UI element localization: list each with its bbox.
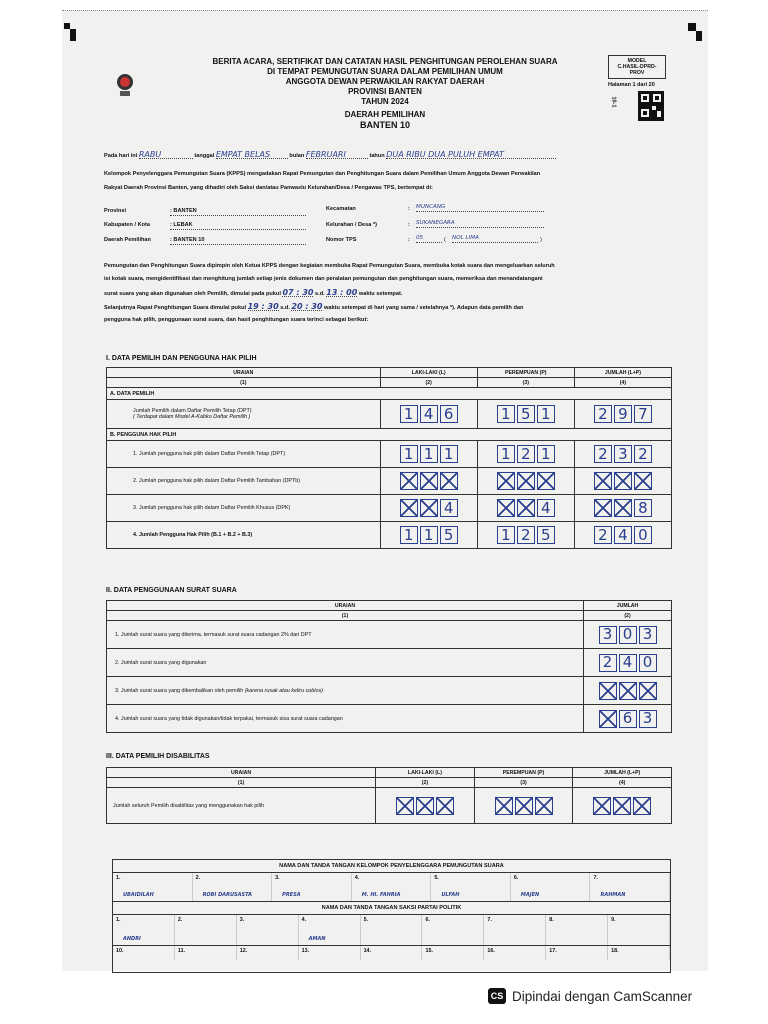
s2-r2-value [587, 654, 668, 672]
digit-box: 1 [497, 445, 515, 463]
s1-b3-laki [384, 499, 474, 517]
s3-col-perempuan: PEREMPUAN (P) [474, 768, 573, 778]
digit-box: 1 [497, 526, 515, 544]
digit-box [400, 472, 418, 490]
tps-colon: : [408, 237, 410, 243]
signature-cell [590, 873, 670, 901]
camscanner-text: Dipindai dengan CamScanner [512, 988, 693, 1004]
s1-b1-label: 1. Jumlah pengguna hak pilih dalam Daftar Pemilih Tetap (DPT) [107, 441, 381, 468]
signature-cell [299, 946, 361, 960]
signature-number: 5. [434, 875, 439, 881]
s2-r4-label: 4. Jumlah surat suara yang tidak digunakan/tidak terpakai, termasuk sisa surat suara cadangan [107, 705, 584, 733]
digit-box [495, 797, 513, 815]
s2-r2-label: 2. Jumlah surat suara yang digunakan [107, 649, 584, 677]
section-3-title: III. DATA PEMILIH DISABILITAS [106, 753, 210, 760]
signature-cell [175, 915, 237, 945]
s1-b4-jumlah [578, 526, 668, 544]
paragraph-4 [104, 303, 523, 312]
digit-box [594, 472, 612, 490]
camscanner-footer [488, 988, 692, 1004]
s2-num-2: (2) [584, 611, 672, 621]
bulan-label: bulan [289, 153, 305, 159]
signature-number: 10. [116, 948, 124, 954]
s2-r3-value [587, 682, 668, 700]
s3-jumlah [576, 797, 668, 815]
digit-box: 1 [420, 445, 438, 463]
digit-box [440, 472, 458, 490]
tps-paren-close: ) [540, 237, 542, 243]
s3-r1-label: Jumlah seluruh Pemilih disabilitas yang menggunakan hak pilih [107, 788, 376, 824]
p3-sd: s.d. [315, 291, 325, 297]
kabupaten-value: : LEBAK [170, 222, 306, 230]
p4-text-end: waktu setempat di hari yang sama / setelahnya *). Adapun data pemilih dan [324, 305, 524, 311]
signature-cell [422, 915, 484, 945]
digit-box: 6 [440, 405, 458, 423]
signature-number: 12. [239, 948, 248, 954]
s1-num-4: (4) [574, 378, 671, 388]
digit-box [420, 472, 438, 490]
signature-name: AMAN [308, 936, 326, 942]
digit-box [613, 797, 631, 815]
digit-box [634, 472, 652, 490]
signature-number: 8. [549, 917, 554, 923]
signature-cell [484, 915, 546, 945]
digit-box [593, 797, 611, 815]
digit-box [594, 499, 612, 517]
kelurahan-value: SUKANEGARA [416, 220, 544, 228]
s1-b3-label: 3. Jumlah pengguna hak pilih dalam Daftar Pemilih Khusus (DPK) [107, 495, 381, 522]
signature-cell [422, 946, 484, 960]
signature-cell [511, 873, 591, 901]
header-line-5: TAHUN 2024 [361, 97, 409, 106]
signature-name: PRESA [282, 892, 301, 898]
signature-name: MAJEN [520, 892, 540, 898]
tanggal-label: tanggal [194, 153, 215, 159]
paragraph-5: pengguna hak pilih, penggunaan surat suara, dan hasil penghitungan suara terinci sebagai berikut: [104, 317, 369, 323]
signature-number: 16. [487, 948, 495, 954]
p4-sd: s.d. [280, 305, 290, 311]
digit-box [619, 682, 637, 700]
signature-cell [272, 873, 352, 901]
digit-box: 2 [594, 445, 612, 463]
tahun-label: tahun [369, 153, 385, 159]
model-line-1: MODEL [627, 58, 647, 64]
signature-number: 17. [549, 948, 557, 954]
corner-marker-tr [688, 23, 696, 31]
s1-num-3: (3) [477, 378, 574, 388]
s3-col-jumlah: JUMLAH (L+P) [573, 768, 672, 778]
header-line-3: ANGGOTA DEWAN PERWAKILAN RAKYAT DAERAH [285, 77, 485, 86]
digit-box: 0 [639, 654, 657, 672]
s3-num-4: (4) [573, 778, 672, 788]
section-2-title: II. DATA PENGGUNAAN SURAT SUARA [106, 587, 237, 594]
digit-box: 1 [400, 526, 418, 544]
signature-cell [175, 946, 237, 960]
s3-col-laki: LAKI-LAKI (L) [376, 768, 475, 778]
s1-b3-jumlah [578, 499, 668, 517]
s1-b1-perempuan [481, 445, 571, 463]
digit-box: 1 [537, 405, 555, 423]
signature-cell [608, 915, 670, 945]
bulan-value: FEBRUARI [306, 151, 368, 159]
s1-b4-label: 4. Jumlah Pengguna Hak Pilih (B.1 + B.2 + B.3) [107, 522, 381, 549]
digit-box: 5 [517, 405, 535, 423]
pada-hari-label: Pada hari ini [104, 153, 138, 159]
tps-paren-open: ( [444, 237, 446, 243]
signature-number: 14. [363, 948, 372, 954]
tps-number: 05 [416, 235, 442, 243]
s2-r1-value [587, 626, 668, 644]
s2-r1-label: 1. Jumlah surat suara yang diterima, termasuk surat suara cadangan 2% dari DPT [107, 621, 584, 649]
digit-box [420, 499, 438, 517]
digit-box [497, 472, 515, 490]
digit-box: 7 [634, 405, 652, 423]
s1-a-line-1: Jumlah Pemilih dalam Daftar Pemilih Tetap (DPT) [133, 408, 252, 414]
signature-cell [113, 873, 193, 901]
signature-number: 7. [593, 875, 598, 881]
camscanner-logo-icon: CS [488, 988, 506, 1004]
tps-label: Nomor TPS [326, 237, 357, 243]
s3-num-3: (3) [474, 778, 573, 788]
digit-box: 3 [639, 626, 657, 644]
signature-name: RAHMAN [600, 892, 626, 898]
signature-number: 3. [239, 917, 245, 923]
digit-box [497, 499, 515, 517]
digit-box [537, 472, 555, 490]
signature-name: ULFAH [441, 892, 460, 898]
s1-b2-laki [384, 472, 474, 490]
digit-box [639, 682, 657, 700]
s1-b2-perempuan [481, 472, 571, 490]
signature-cell [237, 915, 299, 945]
qr-code-icon [638, 91, 664, 121]
digit-box: 4 [440, 499, 458, 517]
digit-box: 2 [634, 445, 652, 463]
s1-num-1: (1) [107, 378, 381, 388]
digit-box [416, 797, 434, 815]
kpps-signature-row [113, 873, 670, 902]
signature-cell [352, 873, 432, 901]
signature-name: M. HI. FAHRIA [361, 892, 401, 898]
digit-box: 2 [517, 526, 535, 544]
kecamatan-value: MUNCANG [416, 204, 544, 212]
digit-box [535, 797, 553, 815]
paragraph-1: Pemungutan dan Penghitungan Suara dipimpin oleh Ketua KPPS dengan kegiatan membuka Rapat Pemungutan Suara, membuka kotak suara dan mengeluarkan seluruh [104, 263, 555, 269]
signature-number: 13. [301, 948, 310, 954]
signature-cell [361, 946, 423, 960]
digit-box [599, 710, 617, 728]
digit-box: 2 [517, 445, 535, 463]
digit-box: 8 [634, 499, 652, 517]
s1-col-jumlah: JUMLAH (L+P) [574, 368, 671, 378]
s2-col-jumlah: JUMLAH [584, 601, 672, 611]
dapil-label: Daerah Pemilihan [104, 237, 151, 243]
s1-a-label: A. DATA PEMILIH [107, 388, 672, 400]
signature-number: 7. [487, 917, 492, 923]
digit-box: 9 [614, 405, 632, 423]
signature-cell [361, 915, 423, 945]
provinsi-label: Provinsi [104, 208, 127, 214]
signature-name: ANDRI [123, 936, 141, 942]
opening-line [104, 151, 556, 160]
p3-text-end: waktu setempat. [358, 291, 403, 297]
s1-b3-perempuan [481, 499, 571, 517]
digit-box [400, 499, 418, 517]
signature-cell [113, 915, 175, 945]
p4-text: Selanjutnya Rapat Penghitungan Suara dimulai pukul [104, 305, 247, 311]
signature-number: 1. [116, 875, 121, 881]
digit-box [517, 472, 535, 490]
header-line-4: PROVINSI BANTEN [348, 87, 422, 96]
p3-time-start: 07 : 30 [282, 288, 314, 297]
s1-b1-laki [384, 445, 474, 463]
corner-marker-tl2 [70, 29, 76, 41]
digit-box: 4 [537, 499, 555, 517]
s1-a-laki [384, 405, 474, 423]
tahun-value: DUA RIBU DUA PULUH EMPAT [386, 151, 556, 159]
s2-r3-label [107, 677, 584, 705]
digit-box: 4 [614, 526, 632, 544]
s3-num-1: (1) [107, 778, 376, 788]
signature-block [112, 859, 671, 973]
s1-col-laki: LAKI-LAKI (L) [380, 368, 477, 378]
digit-box: 0 [634, 526, 652, 544]
signature-name: UBAIDILAH [123, 892, 154, 898]
s1-a-jumlah [578, 405, 668, 423]
signature-cell [546, 946, 608, 960]
section-2-table [106, 600, 672, 733]
signature-number: 18. [611, 948, 619, 954]
signature-cell [608, 946, 670, 960]
s3-laki [379, 797, 471, 815]
s3-col-uraian: URAIAN [107, 768, 376, 778]
kecamatan-colon: : [408, 206, 410, 212]
tanggal-value: EMPAT BELAS [216, 151, 288, 159]
signature-name: ROBI DARUSASTA [202, 892, 252, 898]
signature-number: 6. [425, 917, 430, 923]
digit-box [614, 499, 632, 517]
dapil-value: : BANTEN 10 [170, 237, 306, 245]
digit-box [517, 499, 535, 517]
p3-text: surat suara yang akan digunakan oleh Pemilih, dimulai pada pukul [104, 291, 281, 297]
digit-box: 1 [440, 445, 458, 463]
digit-box: 1 [420, 526, 438, 544]
digit-box [633, 797, 651, 815]
signature-number: 2. [195, 875, 201, 881]
paragraph-2: isi kotak suara, mengidentifikasi dan menghitung jumlah setiap jenis dokumen dan peralatan pemungutan dan penghitungan suara, memeriksa dan menandatangani [104, 276, 543, 282]
kelurahan-label: Kelurahan / Desa *) [326, 222, 377, 228]
p3-time-end: 13 : 00 [326, 288, 358, 297]
signature-number: 9. [611, 917, 616, 923]
scanned-form-page [62, 10, 708, 971]
model-line-3: PROV [629, 70, 645, 76]
digit-box: 1 [400, 405, 418, 423]
saksi-signature-row-2 [113, 946, 670, 960]
kabupaten-label: Kabupaten / Kota [104, 222, 150, 228]
signature-cell [431, 873, 511, 901]
digit-box: 4 [420, 405, 438, 423]
signature-cell [113, 946, 175, 960]
paragraph-3 [104, 289, 402, 298]
signature-number: 15. [425, 948, 433, 954]
header-line-2: DI TEMPAT PEMUNGUTAN SUARA DALAM PEMILIHAN UMUM [267, 67, 503, 76]
digit-box: 2 [594, 405, 612, 423]
s1-b1-jumlah [578, 445, 668, 463]
saksi-signature-title: NAMA DAN TANDA TANGAN SAKSI PARTAI POLITIK [113, 902, 670, 915]
signature-cell [484, 946, 546, 960]
p4-time-end: 20 : 30 [291, 302, 323, 311]
s3-perempuan [478, 797, 570, 815]
model-line-2: C.HASIL-DPRD- [617, 64, 657, 70]
model-box [608, 55, 666, 79]
form-code: 10-1 [610, 96, 617, 108]
daerah-value: BANTEN 10 [359, 120, 410, 130]
signature-number: 6. [513, 875, 519, 881]
s1-b-label: B. PENGGUNA HAK PILIH [107, 429, 672, 441]
s1-b4-laki [384, 526, 474, 544]
digit-box: 5 [537, 526, 555, 544]
digit-box: 3 [614, 445, 632, 463]
saksi-signature-row-1 [113, 915, 670, 946]
signature-number: 3. [275, 875, 280, 881]
digit-box: 0 [619, 626, 637, 644]
digit-box: 3 [599, 626, 617, 644]
section-1-table [106, 367, 672, 549]
opening-text-1: Kelompok Penyelenggara Pemungutan Suara (KPPS) mengadakan Rapat Pemungutan dan Penghitungan Suara dalam Pemilihan Umum Anggota Dewan Perwakilan [104, 171, 541, 177]
signature-cell [546, 915, 608, 945]
s2-r4-value [587, 710, 668, 728]
digit-box [436, 797, 454, 815]
s1-a-perempuan [481, 405, 571, 423]
s1-col-uraian: URAIAN [107, 368, 381, 378]
hari-value: RABU [139, 151, 193, 159]
digit-box: 2 [599, 654, 617, 672]
s2-r3-note: (karena rusak atau keliru coblos) [244, 687, 323, 694]
section-1-title: I. DATA PEMILIH DAN PENGGUNA HAK PILIH [106, 355, 257, 362]
signature-number: 4. [301, 917, 307, 923]
s1-num-2: (2) [380, 378, 477, 388]
digit-box [614, 472, 632, 490]
signature-number: 11. [177, 948, 186, 954]
s1-b2-jumlah [578, 472, 668, 490]
s2-num-1: (1) [107, 611, 584, 621]
s1-b4-perempuan [481, 526, 571, 544]
digit-box: 1 [497, 405, 515, 423]
s2-r3-text: 3. Jumlah surat suara yang dikembalikan oleh pemilih [115, 687, 244, 694]
digit-box: 3 [639, 710, 657, 728]
s1-a-row-label [107, 400, 381, 429]
digit-box: 2 [594, 526, 612, 544]
p4-time-start: 19 : 30 [247, 302, 279, 311]
daerah-label: DAERAH PEMILIHAN [344, 110, 426, 119]
header-line-1: BERITA ACARA, SERTIFIKAT DAN CATATAN HASIL PENGHITUNGAN PEROLEHAN SUARA [212, 57, 558, 66]
s2-col-uraian: URAIAN [107, 601, 584, 611]
corner-marker-tr2 [696, 31, 702, 41]
digit-box: 6 [619, 710, 637, 728]
digit-box [599, 682, 617, 700]
s1-a-line-2: ( Terdapat dalam Model A-Kabko Daftar Pemilih ) [133, 414, 251, 420]
signature-cell [299, 915, 361, 945]
digit-box [515, 797, 533, 815]
tps-word: NOL LIMA [452, 235, 538, 243]
digit-box: 4 [619, 654, 637, 672]
section-3-table [106, 767, 672, 824]
s3-num-2: (2) [376, 778, 475, 788]
kelurahan-colon: : [408, 222, 410, 228]
signature-number: 1. [116, 917, 121, 923]
signature-number: 4. [354, 875, 360, 881]
digit-box [396, 797, 414, 815]
page-number: Halaman 1 dari 20 [608, 82, 655, 88]
signature-cell [237, 946, 299, 960]
signature-number: 2. [177, 917, 183, 923]
signature-number: 5. [363, 917, 369, 923]
digit-box: 1 [400, 445, 418, 463]
provinsi-value: : BANTEN [170, 208, 306, 216]
opening-text-2: Rakyat Daerah Provinsi Banten, yang dihadiri oleh Saksi dan/atau Panwaslu Kelurahan/Desa / Pengawas TPS, bertempat di: [104, 185, 433, 191]
kpps-signature-title: NAMA DAN TANDA TANGAN KELOMPOK PENYELENGGARA PEMUNGUTAN SUARA [113, 860, 670, 873]
digit-box: 5 [440, 526, 458, 544]
s1-b2-label: 2. Jumlah pengguna hak pilih dalam Daftar Pemilih Tambahan (DPTb) [107, 468, 381, 495]
digit-box: 1 [537, 445, 555, 463]
signature-cell [193, 873, 273, 901]
s1-col-perempuan: PEREMPUAN (P) [477, 368, 574, 378]
kecamatan-label: Kecamatan [326, 206, 356, 212]
